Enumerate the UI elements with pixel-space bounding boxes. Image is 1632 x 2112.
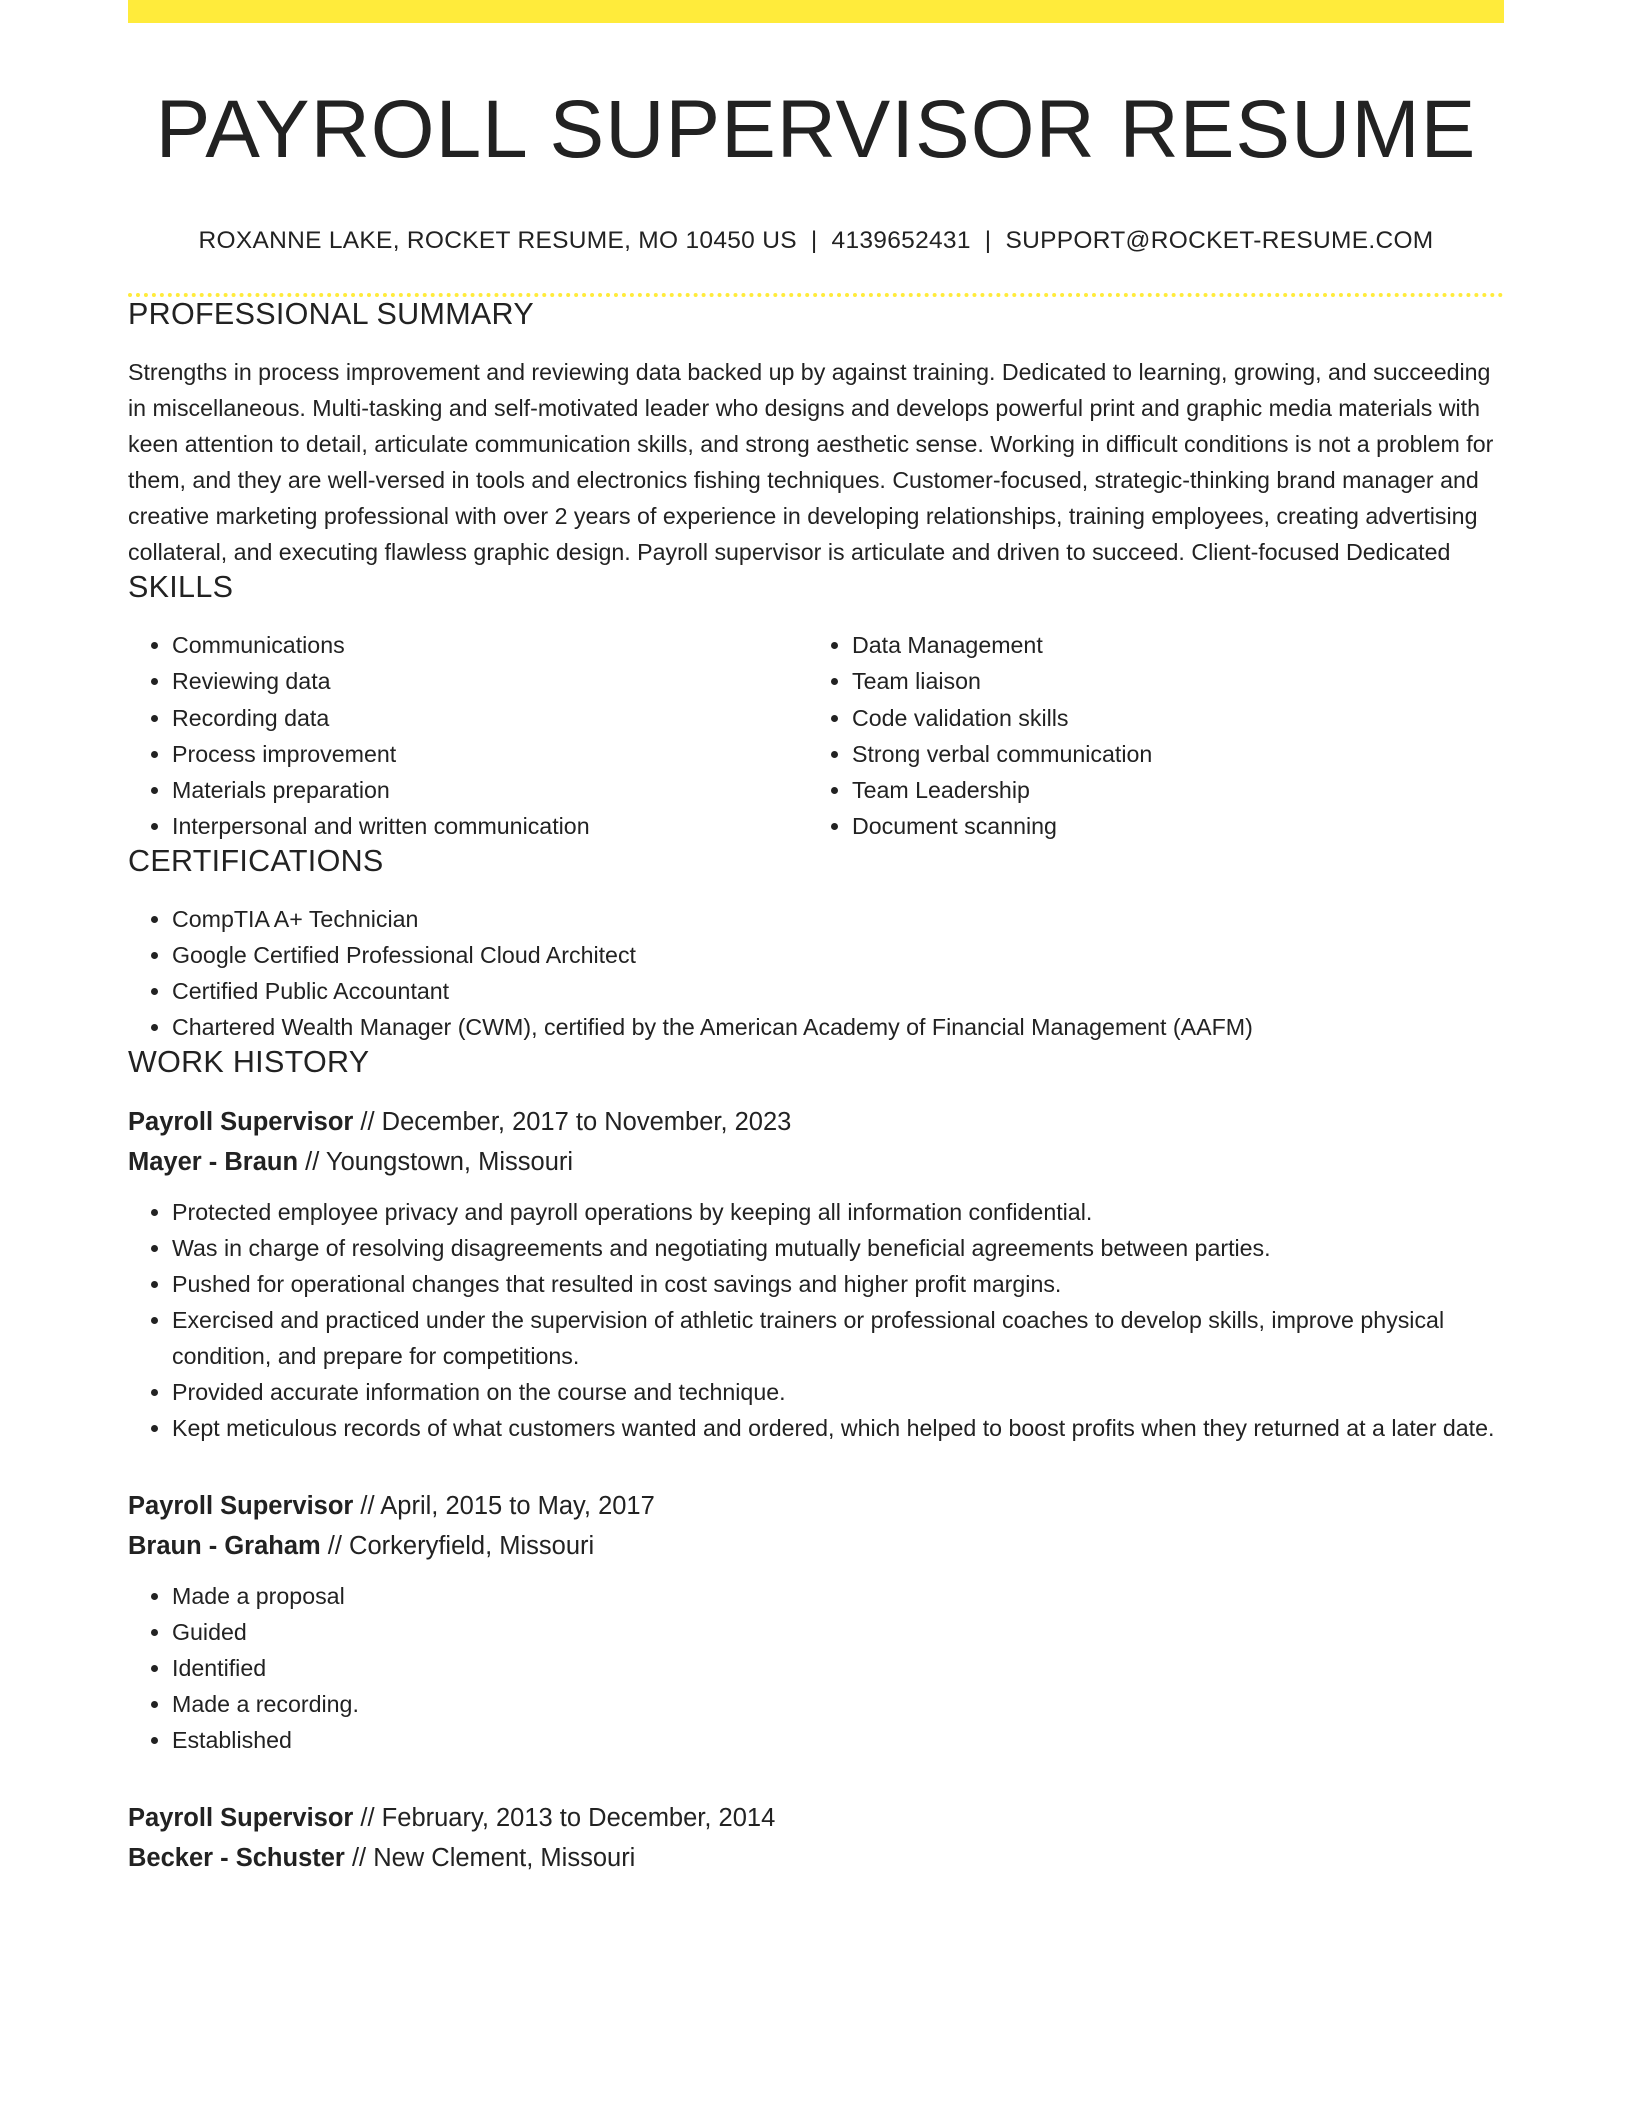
job-bullet: • Established <box>172 1722 1504 1758</box>
work-history-heading: WORK HISTORY <box>128 1045 370 1080</box>
job-dates: // April, 2015 to May, 2017 <box>353 1492 655 1521</box>
certification-item: • Google Certified Professional Cloud Architect <box>172 937 1504 973</box>
skills-columns <box>128 627 1504 844</box>
job-bullets <box>128 1578 1504 1758</box>
job-location: // Youngstown, Missouri <box>298 1148 574 1177</box>
job-title-line <box>128 1798 1504 1838</box>
job-entry <box>128 1102 1504 1446</box>
skills-heading: SKILLS <box>128 570 234 605</box>
job-bullet: • Made a proposal <box>172 1578 1504 1614</box>
job-bullets <box>128 1194 1504 1446</box>
skill-item: • Strong verbal communication <box>852 736 1486 772</box>
contact-line <box>128 227 1504 255</box>
job-company-line <box>128 1142 1504 1182</box>
job-bullet: • Exercised and practiced under the supervision of athletic trainers or professional coaches to develop skills, improve physical condition, and prepare for competitions. <box>172 1302 1504 1374</box>
job-title: Payroll Supervisor <box>128 1492 354 1521</box>
job-location: // New Clement, Missouri <box>344 1844 636 1873</box>
skill-item: • Team Leadership <box>852 772 1486 808</box>
skill-item: • Recording data <box>172 700 806 736</box>
job-company: Becker - Schuster <box>128 1844 345 1873</box>
skill-item: • Team liaison <box>852 663 1486 699</box>
job-bullet: • Provided accurate information on the course and technique. <box>172 1374 1504 1410</box>
contact-phone: 4139652431 <box>831 227 971 255</box>
contact-email: SUPPORT@ROCKET-RESUME.COM <box>1005 227 1434 255</box>
skills-list-left <box>128 627 806 844</box>
top-accent-bar <box>128 0 1504 23</box>
contact-separator: | <box>984 227 992 255</box>
job-bullet: • Pushed for operational changes that resulted in cost savings and higher profit margins. <box>172 1266 1504 1302</box>
job-bullet: • Made a recording. <box>172 1686 1504 1722</box>
contact-address: ROXANNE LAKE, ROCKET RESUME, MO 10450 US <box>198 227 797 255</box>
job-entry <box>128 1798 1504 1878</box>
job-bullet: • Kept meticulous records of what customers wanted and ordered, which helped to boost profits when they returned at a later date. <box>172 1410 1504 1446</box>
page-title: PAYROLL SUPERVISOR RESUME <box>155 84 1477 175</box>
resume-page <box>128 0 1504 1878</box>
job-title-line <box>128 1486 1504 1526</box>
skill-item: • Process improvement <box>172 736 806 772</box>
certification-item: • Chartered Wealth Manager (CWM), certified by the American Academy of Financial Management (AAFM) <box>172 1009 1504 1045</box>
job-location: // Corkeryfield, Missouri <box>320 1532 595 1561</box>
job-dates: // December, 2017 to November, 2023 <box>353 1108 792 1137</box>
job-bullet: • Identified <box>172 1650 1504 1686</box>
job-dates: // February, 2013 to December, 2014 <box>353 1804 776 1833</box>
skill-item: • Interpersonal and written communication <box>172 808 806 844</box>
job-title: Payroll Supervisor <box>128 1108 354 1137</box>
skills-list-right <box>806 627 1486 844</box>
certification-item: • Certified Public Accountant <box>172 973 1504 1009</box>
summary-heading: PROFESSIONAL SUMMARY <box>128 297 534 332</box>
job-entry <box>128 1486 1504 1758</box>
job-bullet: • Protected employee privacy and payroll operations by keeping all information confidential. <box>172 1194 1504 1230</box>
job-title-line <box>128 1102 1504 1142</box>
job-company: Mayer - Braun <box>128 1148 299 1177</box>
skill-item: • Materials preparation <box>172 772 806 808</box>
skill-item: • Document scanning <box>852 808 1486 844</box>
job-title: Payroll Supervisor <box>128 1804 354 1833</box>
certifications-list <box>128 901 1504 1045</box>
skill-item: • Communications <box>172 627 806 663</box>
job-company-line <box>128 1838 1504 1878</box>
job-company-line <box>128 1526 1504 1566</box>
skill-item: • Code validation skills <box>852 700 1486 736</box>
skill-item: • Data Management <box>852 627 1486 663</box>
job-bullet: • Was in charge of resolving disagreements and negotiating mutually beneficial agreements between parties. <box>172 1230 1504 1266</box>
skill-item: • Reviewing data <box>172 663 806 699</box>
job-company: Braun - Graham <box>128 1532 321 1561</box>
certifications-heading: CERTIFICATIONS <box>128 844 384 879</box>
certification-item: • CompTIA A+ Technician <box>172 901 1504 937</box>
job-bullet: • Guided <box>172 1614 1504 1650</box>
summary-text: Strengths in process improvement and reviewing data backed up by against training. Dedicated to learning, growing, and succeeding in miscellaneous. Multi-tasking and self-motivated leader who designs and develops powerful print and graphic media materials with keen attention to detail, articulate communication skills, and strong aesthetic sense. Working in difficult conditions is not a problem for them, and they are well-versed in tools and electronics fishing techniques. Customer-focused, strategic-thinking brand manager and creative marketing professional with over 2 years of experience in developing relationships, training employees, creating advertising collateral, and executing flawless graphic design. Payroll supervisor is articulate and driven to succeed. Client-focused Dedicated <box>128 359 1494 566</box>
contact-separator: | <box>810 227 818 255</box>
